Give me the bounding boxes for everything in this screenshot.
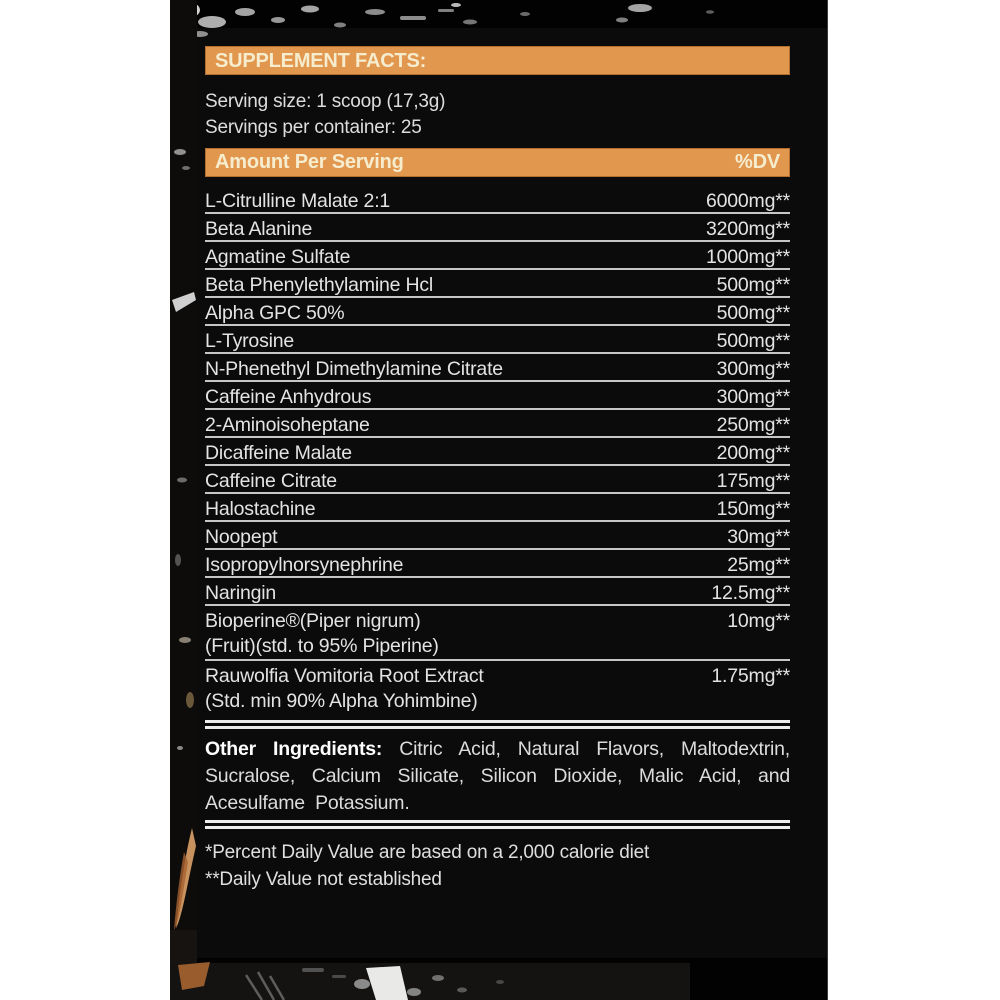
ingredient-name: Bioperine®(Piper nigrum): [205, 610, 421, 632]
ingredient-name: Agmatine Sulfate: [205, 246, 351, 268]
ingredient-name: Noopept: [205, 526, 278, 548]
ingredient-amount: 3200mg**: [705, 218, 790, 240]
ingredient-amount: 300mg**: [716, 358, 790, 380]
amount-per-serving-banner: [205, 148, 790, 177]
other-ingredients-text: Citric Acid, Natural Flavors, Maltodextrin, Sucralose, Calcium Silicate, Silicon Dioxide, Malic Acid, and Acesulfame Potassium.: [205, 738, 791, 814]
ingredient-amount: 500mg**: [716, 330, 790, 352]
ingredient-row: [205, 661, 790, 714]
ingredient-row: [205, 382, 790, 410]
ingredient-name: Caffeine Citrate: [205, 470, 337, 492]
ingredient-amount: 200mg**: [716, 442, 790, 464]
serving-info: [205, 89, 790, 141]
ingredient-name-line2: (Std. min 90% Alpha Yohimbine): [205, 690, 478, 712]
ingredient-amount: 300mg**: [716, 386, 790, 408]
ingredient-table: [205, 186, 790, 714]
ingredient-name: N-Phenethyl Dimethylamine Citrate: [205, 358, 503, 380]
ingredient-name: Dicaffeine Malate: [205, 442, 352, 464]
ingredient-amount: 500mg**: [716, 302, 790, 324]
ingredient-name: Beta Alanine: [205, 218, 313, 240]
other-ingredients-paragraph: [205, 736, 790, 817]
ingredient-amount: 30mg**: [727, 526, 790, 548]
ingredient-name: L-Citrulline Malate 2:1: [205, 190, 391, 212]
ingredient-row: [205, 242, 790, 270]
ingredient-name: Isopropylnorsynephrine: [205, 554, 404, 576]
footnote-percent-daily-value: *Percent Daily Value are based on a 2,000 calorie diet: [205, 842, 650, 863]
ingredient-row: [205, 214, 790, 242]
footnote-daily-value: **Daily Value not established: [205, 869, 442, 890]
ingredient-amount: 150mg**: [716, 498, 790, 520]
ingredient-amount: 6000mg**: [705, 190, 790, 212]
servings-per-container-text: Servings per container: 25: [205, 117, 422, 138]
footnotes: [205, 839, 790, 893]
ingredient-amount: 250mg**: [716, 414, 790, 436]
ingredient-row: [205, 326, 790, 354]
ingredient-amount: 1.75mg**: [711, 665, 790, 687]
ingredient-row: [205, 438, 790, 466]
ingredient-row: [205, 354, 790, 382]
ingredient-row: [205, 606, 790, 661]
ingredient-amount: 12.5mg**: [711, 582, 790, 604]
ingredient-amount: 10mg**: [727, 610, 790, 632]
ingredient-row: [205, 298, 790, 326]
supplement-facts-banner: [205, 46, 790, 75]
ingredient-amount: 175mg**: [716, 470, 790, 492]
ingredient-name: 2-Aminoisoheptane: [205, 414, 370, 436]
thick-divider: [205, 820, 790, 829]
other-ingredients-label: Other Ingredients:: [205, 738, 383, 760]
ingredient-amount: 500mg**: [716, 274, 790, 296]
ingredient-row: [205, 550, 790, 578]
ingredient-row: [205, 522, 790, 550]
ingredient-row: [205, 466, 790, 494]
ingredient-name: Naringin: [205, 582, 277, 604]
amount-per-serving-header: Amount Per Serving: [215, 151, 404, 173]
ingredient-name: Rauwolfia Vomitoria Root Extract: [205, 665, 484, 687]
ingredient-name: Halostachine: [205, 498, 316, 520]
ingredient-row: [205, 186, 790, 214]
ingredient-name: L-Tyrosine: [205, 330, 295, 352]
supplement-facts-title: SUPPLEMENT FACTS:: [215, 50, 427, 72]
paint-splatter-bottom-icon: [170, 962, 690, 1000]
thick-divider: [205, 720, 790, 729]
supplement-facts-label: [205, 46, 790, 893]
ingredient-name: Beta Phenylethylamine Hcl: [205, 274, 434, 296]
ingredient-amount: 25mg**: [727, 554, 790, 576]
ingredient-amount: 1000mg**: [705, 246, 790, 268]
ingredient-row: [205, 270, 790, 298]
left-texture-strip-icon: [170, 0, 197, 1000]
ingredient-row: [205, 410, 790, 438]
serving-size-text: Serving size: 1 scoop (17,3g): [205, 91, 446, 112]
ingredient-name: Alpha GPC 50%: [205, 302, 345, 324]
ingredient-row: [205, 494, 790, 522]
ingredient-row: [205, 578, 790, 606]
ingredient-name-line2: (Fruit)(std. to 95% Piperine): [205, 635, 439, 657]
ingredient-name: Caffeine Anhydrous: [205, 386, 372, 408]
dv-header: %DV: [735, 151, 780, 173]
